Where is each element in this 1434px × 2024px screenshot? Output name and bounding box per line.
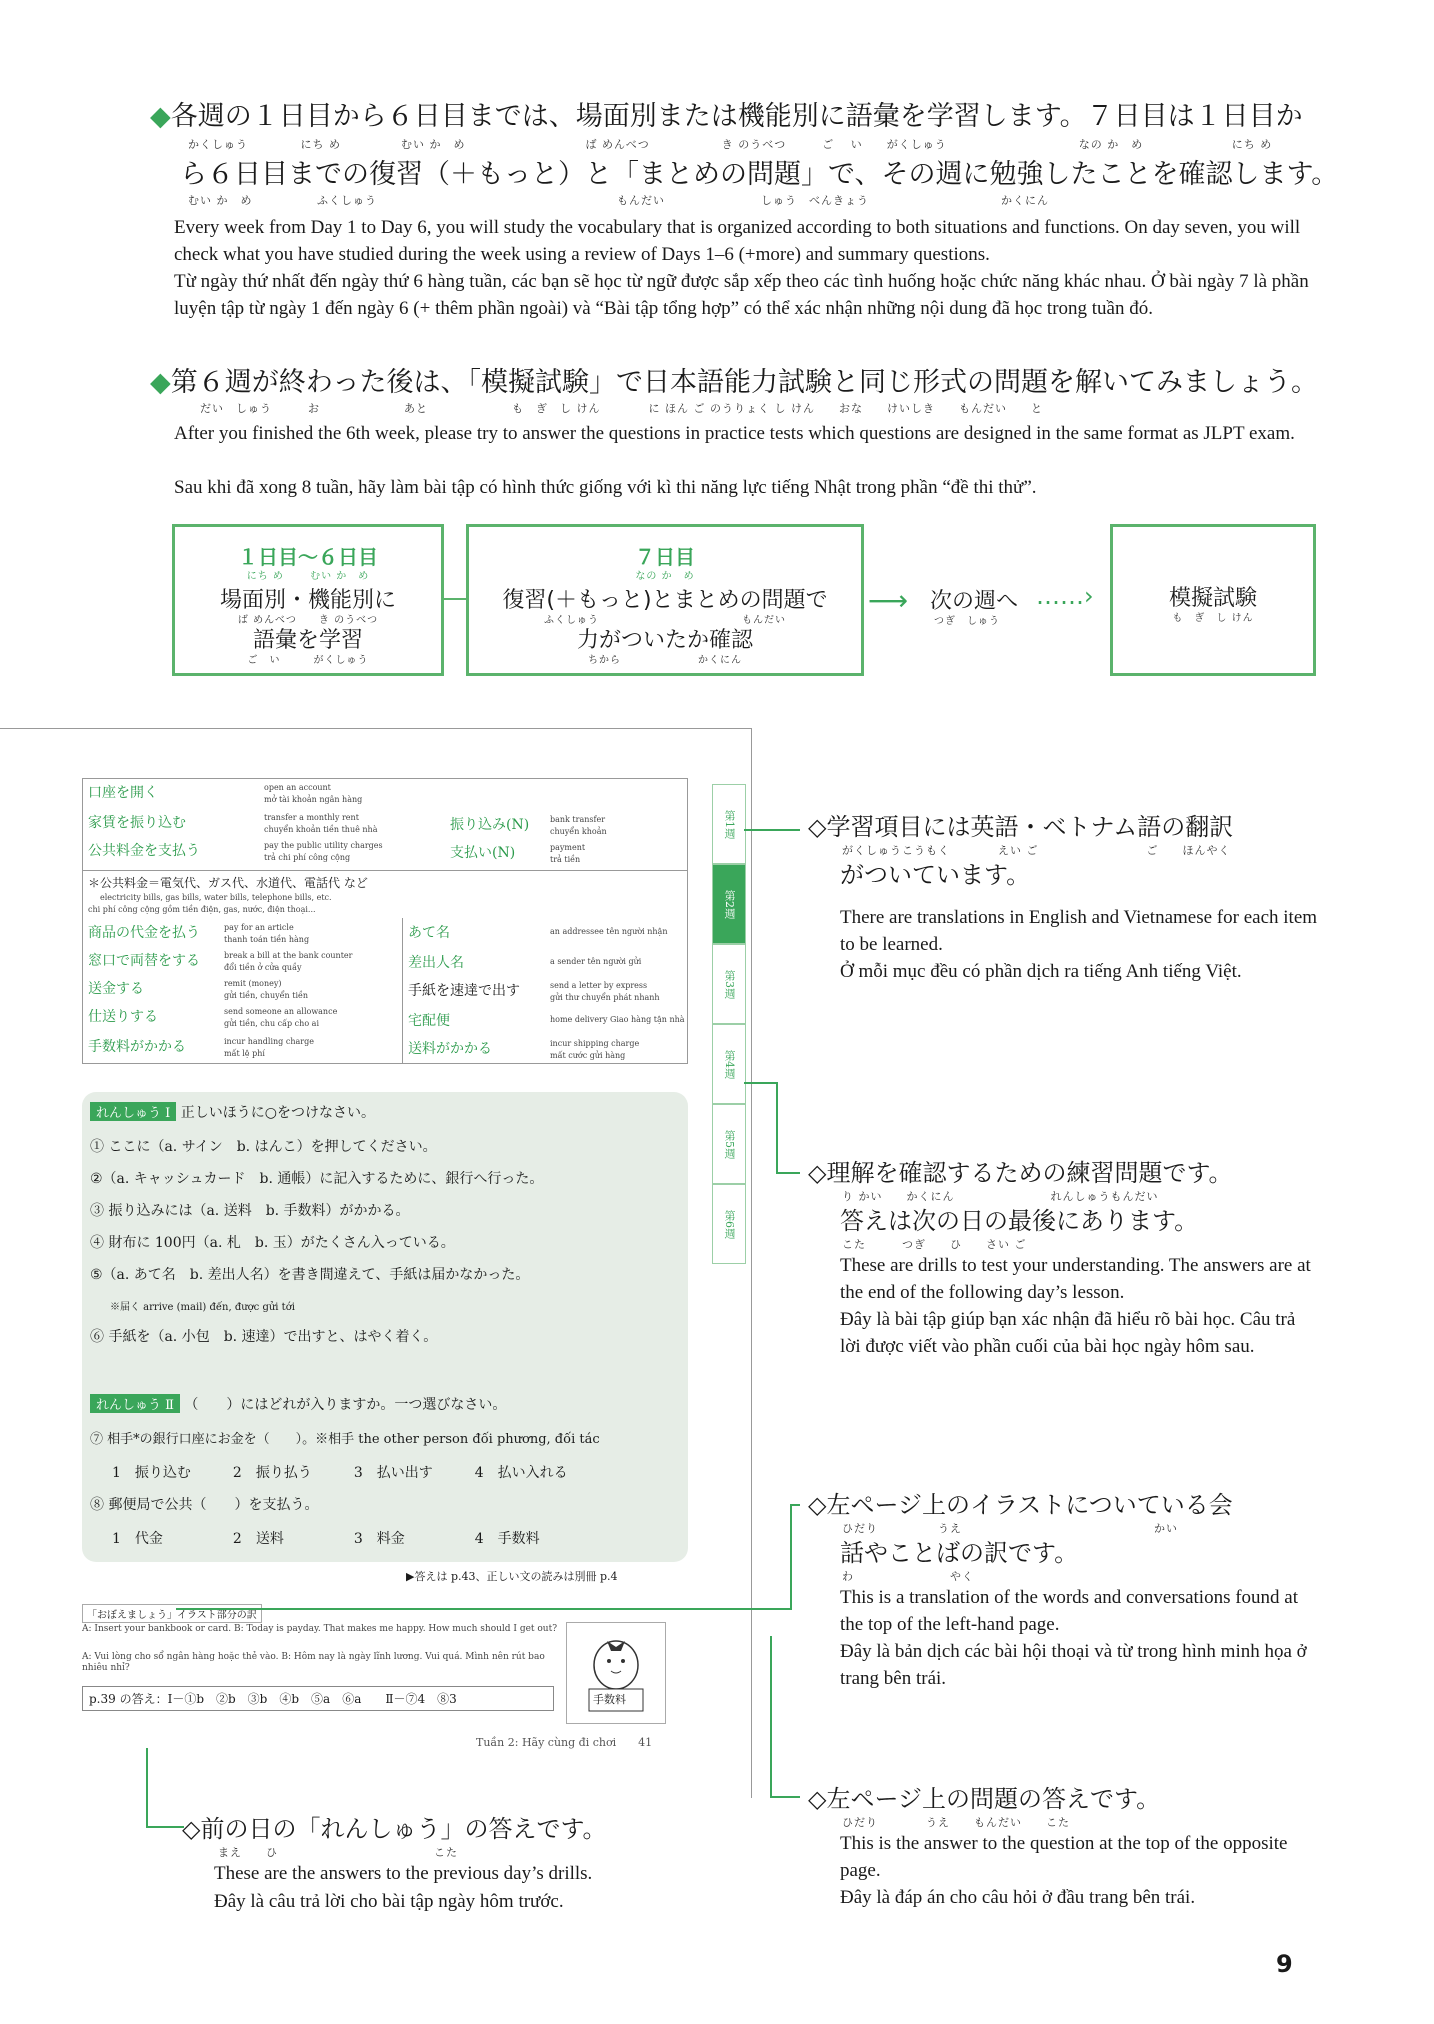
- flow-box2-title-ruby: なの か め: [635, 571, 695, 582]
- vocab-en: bank transfer: [550, 815, 606, 824]
- note2-line1: ◇理解を確認するための練習問題です。: [808, 1159, 1233, 1187]
- utility-note: ＊公共料金＝電気代、ガス代、水道代、電話代 など: [88, 876, 368, 890]
- drill2-instruction: （ ）にはどれが入りますか。一つ選びなさい。: [184, 1397, 507, 1413]
- intro-p2-line: ◆第６週が終わった後は、「模擬試験」で日本語能力試験と同じ形式の問題を解いてみましょう。: [150, 367, 1318, 398]
- callout-line-1: [744, 829, 800, 831]
- diamond-outline-icon: ◇: [182, 1815, 201, 1843]
- vocab-vi: mở tài khoản ngân hàng: [264, 795, 363, 804]
- callout-line-5b: [146, 1826, 184, 1828]
- drill2-item: ⑦ 相手*の銀行口座にお金を（ ）。※相手 the other person đối phương, đối tác: [90, 1432, 600, 1447]
- note3-line1: ◇左ページ上のイラストについている会: [808, 1491, 1233, 1519]
- drill2-options: 1 代金 2 送料 3 料金 4 手数料: [112, 1531, 540, 1547]
- flow-box1-title: １日目～６日目: [238, 545, 378, 569]
- illus-translation-title: 「おぼえましょう」イラスト部分の訳: [82, 1604, 262, 1623]
- tab-week-3: 第3週: [712, 944, 746, 1024]
- vocab-en: incur shipping charge: [550, 1039, 640, 1048]
- utility-note-en: electricity bills, gas bills, water bills, telephone bills, etc.: [100, 893, 332, 902]
- vocab-vi: đổi tiền ở cửa quầy: [224, 963, 302, 972]
- intro-p2-ruby: だい しゅう お あと も ぎ し けん に ほん ご のうりょく し けん おな けいしき もんだい と: [200, 402, 1043, 415]
- flow-box-days1-6: [172, 524, 444, 676]
- flow-box2-line2: 力がついたか確認: [576, 628, 753, 653]
- dotted-arrow-icon: ……›: [1036, 582, 1094, 610]
- vocab-en: incur handling charge: [224, 1037, 314, 1046]
- vocab-vi: chuyển khoản: [550, 827, 607, 836]
- sample-footer: Tuần 2: Hãy cùng đi chơi 41: [476, 1736, 653, 1749]
- drill1-item: ① ここに（a. サイン b. はんこ）を押してください。: [90, 1139, 437, 1155]
- vocab-en: break a bill at the bank counter: [224, 951, 353, 960]
- diamond-outline-icon: ◇: [808, 1785, 827, 1813]
- note2-en: These are drills to test your understanding. The answers are at the end of the following day’s lesson.: [840, 1255, 1311, 1303]
- diamond-bullet-icon: ◆: [150, 367, 171, 398]
- flow-box-day7: [466, 524, 864, 676]
- callout-line-5a: [146, 1748, 148, 1828]
- intro-p1-ruby2: むい か め ふくしゅう もんだい しゅう べんきょう かくにん: [188, 194, 1049, 207]
- note1-vi: Ở mỗi mục đều có phần dịch ra tiếng Anh tiếng Việt.: [840, 961, 1242, 982]
- note5-ruby: まえ ひ こた: [218, 1846, 458, 1859]
- drill2-options: 1 振り込む 2 振り払う 3 払い出す 4 払い入れる: [112, 1465, 568, 1481]
- utility-note-vi: chi phí công cộng gồm tiền điện, gas, nước, điện thoại...: [88, 905, 316, 914]
- tab-week-5: 第5週: [712, 1104, 746, 1184]
- vocab-en: transfer a monthly rent: [264, 813, 359, 822]
- tab-week-2: 第2週: [712, 864, 746, 944]
- note3-vi: Đây là bản dịch các bài hội thoại và từ trong hình minh họa ở trang bên trái.: [840, 1641, 1307, 1689]
- drill1-item: ③ 振り込みには（a. 送料 b. 手数料）がかかる。: [90, 1203, 410, 1219]
- note1-en: There are translations in English and Vietnamese for each item to be learned.: [840, 907, 1318, 955]
- vocab-word: 宅配便: [408, 1013, 450, 1029]
- vocab-vi: trả chi phí công cộng: [264, 853, 351, 862]
- note2-ruby1: り かい かくにん れんしゅうもんだい: [842, 1190, 1159, 1203]
- drill1-item: ④ 財布に 100円（a. 札 b. 玉）がたくさん入っている。: [90, 1235, 455, 1251]
- drill1-item: ②（a. キャッシュカード b. 通帳）に記入するために、銀行へ行った。: [90, 1171, 544, 1187]
- note4-vi: Đây là đáp án cho câu hỏi ở đầu trang bên trái.: [840, 1887, 1196, 1908]
- diamond-outline-icon: ◇: [808, 1491, 827, 1519]
- note2-vi: Đây là bài tập giúp bạn xác nhận đã hiểu rõ bài học. Câu trả lời được viết vào phần cuối của bài học ngày hôm sau.: [840, 1309, 1296, 1357]
- illus-translation-en: A: Insert your bankbook or card. B: Today is payday. That makes me happy. How much should I get out?: [82, 1624, 558, 1634]
- intro-p1-vi: Từ ngày thứ nhất đến ngày thứ 6 hàng tuần, các bạn sẽ học từ ngữ được sắp xếp theo các tình huống hoặc chức năng khác nhau. Ở bài ngày 7 là phần luyện tập từ ngày 1 đến ngày 6 (+ thêm phần ngoài) và “Bài tập tổng hợp” có thể xác nhận những nội dung đã học trong tuần đó.: [174, 271, 1309, 319]
- note2-ruby2: こた つぎ ひ さい ご: [842, 1238, 1027, 1251]
- vocab-word: 支払い(N): [450, 845, 516, 861]
- illustration-mascot: [566, 1622, 666, 1724]
- vocab-vi: gửi thư chuyển phát nhanh: [550, 993, 660, 1002]
- tab-week-6: 第6週: [712, 1184, 746, 1264]
- vocab-vi: thanh toán tiền hàng: [224, 935, 310, 944]
- vocab-word: 公共料金を支払う: [88, 843, 200, 859]
- vocab-word: 家賃を振り込む: [88, 815, 186, 831]
- vocab-en: send a letter by express: [550, 981, 648, 990]
- vocab-vi: chuyển khoản tiền thuê nhà: [264, 825, 378, 834]
- vocab-word: 送料がかかる: [408, 1041, 492, 1057]
- vocab-word: 仕送りする: [88, 1009, 158, 1025]
- vocab-en: home delivery Giao hàng tận nhà: [550, 1015, 685, 1024]
- note5-en: These are the answers to the previous day’s drills.: [214, 1863, 593, 1884]
- note5-line1: ◇前の日の「れんしゅう」の答えです。: [182, 1815, 607, 1843]
- flow-box1-line1: 場面別・機能別に: [219, 588, 396, 613]
- mascot-icon: [567, 1623, 665, 1723]
- flow-next-week: 次の週へ: [930, 589, 1019, 614]
- page-number: 9: [1276, 1950, 1293, 1978]
- vocab-vi: gửi tiền, chuyển tiền: [224, 991, 309, 1000]
- note1-ruby: がくしゅうこうもく えい ご ご ほんやく: [842, 844, 1231, 857]
- vocab-vi: trả tiền: [550, 855, 581, 864]
- note1-line1: ◇学習項目には英語・ベトナム語の翻訳: [808, 813, 1234, 841]
- vocab-en: pay for an article: [224, 923, 294, 932]
- note3-en: This is a translation of the words and conversations found at the top of the left-hand page.: [840, 1587, 1299, 1635]
- vocab-word: あて名: [408, 925, 450, 941]
- vocab-word: 商品の代金を払う: [88, 925, 200, 941]
- vocab-vi: mất lệ phí: [224, 1049, 265, 1058]
- vocab-en: payment: [550, 843, 586, 852]
- callout-line-2a: [744, 1082, 778, 1084]
- callout-line-3c: [790, 1504, 800, 1506]
- tab-week-4: 第4週: [712, 1024, 746, 1104]
- callout-line-3b: [790, 1504, 792, 1610]
- mascot-sign-label: 手数料: [593, 1693, 626, 1706]
- flow-box2-line1-ruby: ふくしゅう もんだい: [544, 615, 786, 626]
- vocab-word: 手紙を速達で出す: [408, 983, 520, 999]
- flow-box1-line1-ruby: ば めんべつ き のうべつ: [237, 615, 379, 626]
- callout-line-2b: [776, 1082, 778, 1174]
- answer-reference: ▶答えは p.43、正しい文の読みは別冊 p.4: [406, 1570, 618, 1583]
- drill2-item: ⑧ 郵便局で公共（ ）を支払う。: [90, 1497, 319, 1513]
- vocab-en: pay the public utility charges: [264, 841, 383, 850]
- diamond-bullet-icon: ◆: [150, 101, 171, 132]
- flow-connector: [444, 598, 468, 600]
- vocab-col-divider: [402, 918, 403, 1064]
- drill1-header: [90, 1102, 375, 1122]
- flow-box1-title-ruby: にち め むい か め: [246, 571, 370, 582]
- vocab-en: open an account: [264, 783, 331, 792]
- note4-en: This is the answer to the question at the top of the opposite page.: [840, 1833, 1288, 1881]
- intro-p2-vi: Sau khi đã xong 8 tuần, hãy làm bài tập có hình thức giống với kì thi năng lực tiếng Nhật trong phần “đề thi thử”.: [174, 477, 1037, 498]
- drill1-note: ※届く arrive (mail) đến, được gửi tới: [110, 1302, 295, 1313]
- drill2-badge: れんしゅう Ⅱ: [90, 1394, 180, 1413]
- flow-box2-title: ７日目: [635, 545, 695, 569]
- vocab-en: an addressee tên người nhận: [550, 927, 668, 936]
- intro-p1-ruby1: かくしゅう にち め むい か め ば めんべつ き のうべつ ご い がくしゅう なの か め にち め: [188, 138, 1273, 151]
- prev-answers: p.39 の答え：Ⅰ－①b ②b ③b ④b ⑤a ⑥a Ⅱ－⑦4 ⑧3: [82, 1686, 554, 1711]
- callout-line-4a: [770, 1636, 772, 1798]
- vocab-word: 振り込み(N): [450, 817, 530, 833]
- drill1-item: ⑤（a. あて名 b. 差出人名）を書き間違えて、手紙は届かなかった。: [90, 1267, 530, 1283]
- note3-line2: 話やことばの訳です。: [840, 1539, 1079, 1567]
- flow-box1-line2: 語彙を学習: [252, 628, 363, 653]
- diamond-outline-icon: ◇: [808, 1159, 827, 1187]
- flow-box2-line1: 復習(＋もっと)とまとめの問題で: [502, 588, 828, 613]
- note1-line2: がついています。: [840, 861, 1031, 889]
- vocab-word: 口座を開く: [88, 785, 158, 801]
- vocab-en: remit (money): [224, 979, 282, 988]
- intro-p1-line1: ◆各週の１日目から６日目までは、場面別または機能別に語彙を学習します。７日目は１日目か: [150, 101, 1303, 132]
- callout-line-4b: [770, 1796, 800, 1798]
- vocab-en: a sender tên người gửi: [550, 957, 642, 966]
- callout-line-3a: [176, 1608, 792, 1610]
- flow-box1-line2-ruby: ご い がくしゅう: [247, 655, 369, 666]
- illus-translation-vi: A: Vui lòng cho sổ ngân hàng hoặc thẻ vào. B: Hôm nay là ngày lĩnh lương. Vui quá. Mình nên rút bao nhiêu nhỉ?: [82, 1652, 545, 1673]
- vocab-word: 送金する: [88, 981, 144, 997]
- intro-p1-line2: ら６日目までの復習（＋もっと）と「まとめの問題」で、その週に勉強したことを確認します。: [180, 159, 1339, 190]
- flow-box3-label: 模擬試験: [1168, 586, 1257, 611]
- drill1-badge: れんしゅう Ⅰ: [90, 1102, 176, 1121]
- vocab-vi: mất cước gửi hàng: [550, 1051, 626, 1060]
- callout-line-2c: [776, 1172, 800, 1174]
- note4-ruby: ひだり うえ もんだい こた: [842, 1816, 1070, 1829]
- vocab-vi: gửi tiền, chu cấp cho ai: [224, 1019, 320, 1028]
- vocab-divider: [82, 870, 688, 871]
- flow-next-week-ruby: つぎ しゅう: [934, 616, 1000, 627]
- flow-box2-line2-ruby: ちから かくにん: [588, 655, 742, 666]
- note5-vi: Đây là câu trả lời cho bài tập ngày hôm trước.: [214, 1891, 564, 1912]
- diamond-outline-icon: ◇: [808, 813, 827, 841]
- note2-line2: 答えは次の日の最後にあります。: [840, 1207, 1199, 1235]
- vocab-word: 差出人名: [408, 955, 464, 971]
- vocab-en: send someone an allowance: [224, 1007, 338, 1016]
- vocab-word: 手数料がかかる: [88, 1039, 186, 1055]
- flow-box3-ruby: も ぎ し けん: [1172, 613, 1254, 624]
- intro-p2-en: After you finished the 6th week, please try to answer the questions in practice tests which questions are designed in the same format as JLPT exam.: [174, 423, 1295, 444]
- arrow-right-icon: ⟶: [868, 584, 909, 617]
- flow-box-mock-exam: [1110, 524, 1316, 676]
- drill1-item: ⑥ 手紙を（a. 小包 b. 速達）で出すと、はやく着く。: [90, 1329, 438, 1345]
- note4-line1: ◇左ページ上の問題の答えです。: [808, 1785, 1161, 1813]
- drill1-instruction: 正しいほうに○をつけなさい。: [180, 1105, 375, 1121]
- note3-ruby1: ひだり うえ かい: [842, 1522, 1178, 1535]
- note3-ruby2: わ やく: [842, 1570, 974, 1583]
- intro-p1-en: Every week from Day 1 to Day 6, you will study the vocabulary that is organized according to both situations and functions. On day seven, you will check what you have studied during the week using a review of Days 1–6 (+more) and summary questions.: [174, 217, 1301, 265]
- vocab-word: 窓口で両替をする: [88, 953, 200, 969]
- drill2-header: [90, 1394, 506, 1414]
- tab-week-1: 第1週: [712, 784, 746, 864]
